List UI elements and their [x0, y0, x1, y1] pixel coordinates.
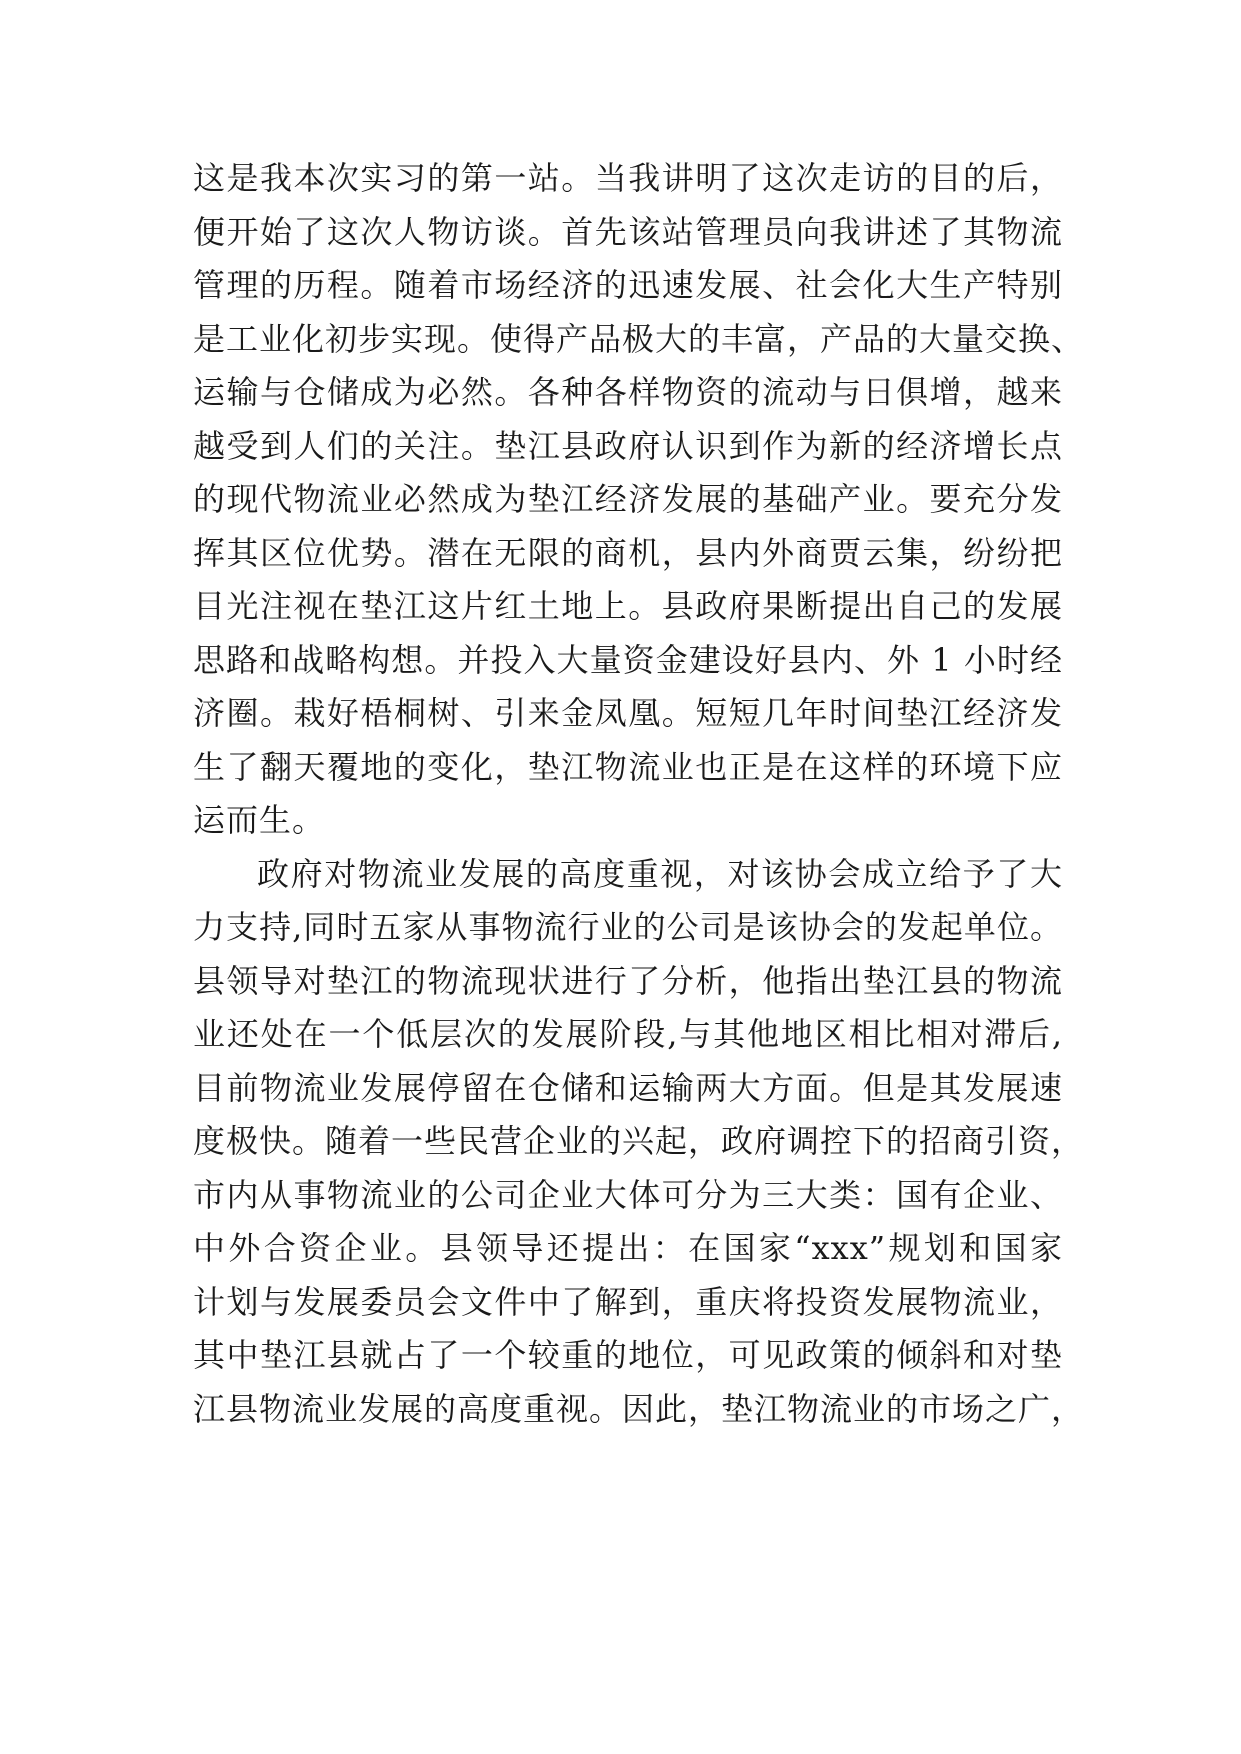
body-text: [193, 152, 1085, 1436]
text-line: 业还处在一个低层次的发展阶段,与其他地区相比相对滞后,: [193, 1015, 1063, 1053]
paragraph-2: [193, 848, 1085, 1437]
text-line: 济圈。栽好梧桐树、引来金凤凰。短短几年时间垫江经济发: [193, 694, 1063, 732]
paragraph-1: [193, 152, 1085, 848]
text-line: 政府对物流业发展的高度重视，对该协会成立给予了大: [257, 854, 1063, 893]
text-line: 思路和战略构想。并投入大量资金建设好县内、外 1 小时经: [193, 640, 1063, 679]
text-line: 其中垫江县就占了一个较重的地位，可见政策的倾斜和对垫: [193, 1336, 1063, 1374]
text-line: 运而生。: [193, 801, 326, 839]
text-line: 生了翻天覆地的变化，垫江物流业也正是在这样的环境下应: [193, 747, 1063, 786]
text-line: 力支持,同时五家从事物流行业的公司是该协会的发起单位。: [193, 908, 1063, 946]
text-line: 计划与发展委员会文件中了解到，重庆将投资发展物流业，: [193, 1282, 1063, 1321]
text-line: 越受到人们的关注。垫江县政府认识到作为新的经济增长点: [193, 426, 1063, 465]
text-line: 目前物流业发展停留在仓储和运输两大方面。但是其发展速: [193, 1068, 1063, 1107]
text-line: 运输与仓储成为必然。各种各样物资的流动与日俱增，越来: [193, 373, 1063, 411]
text-line: 这是我本次实习的第一站。当我讲明了这次走访的目的后，: [193, 159, 1063, 197]
text-line: 中外合资企业。县领导还提出：在国家“xxx”规划和国家: [193, 1229, 1063, 1267]
text-line: 江县物流业发展的高度重视。因此，垫江物流业的市场之广，: [193, 1389, 1085, 1428]
text-line: 市内从事物流业的公司企业大体可分为三大类：国有企业、: [193, 1175, 1063, 1214]
text-line: 县领导对垫江的物流现状进行了分析，他指出垫江县的物流: [193, 961, 1063, 1000]
text-line: 目光注视在垫江这片红土地上。县政府果断提出自己的发展: [193, 587, 1063, 625]
text-line: 便开始了这次人物访谈。首先该站管理员向我讲述了其物流: [193, 212, 1063, 251]
text-line: 挥其区位优势。潜在无限的商机，县内外商贾云集，纷纷把: [193, 533, 1063, 572]
text-line: 度极快。随着一些民营企业的兴起，政府调控下的招商引资，: [193, 1122, 1085, 1160]
text-line: 的现代物流业必然成为垫江经济发展的基础产业。要充分发: [193, 480, 1063, 518]
text-line: 是工业化初步实现。使得产品极大的丰富，产品的大量交换、: [193, 319, 1085, 358]
text-line: 管理的历程。随着市场经济的迅速发展、社会化大生产特别: [193, 266, 1063, 304]
